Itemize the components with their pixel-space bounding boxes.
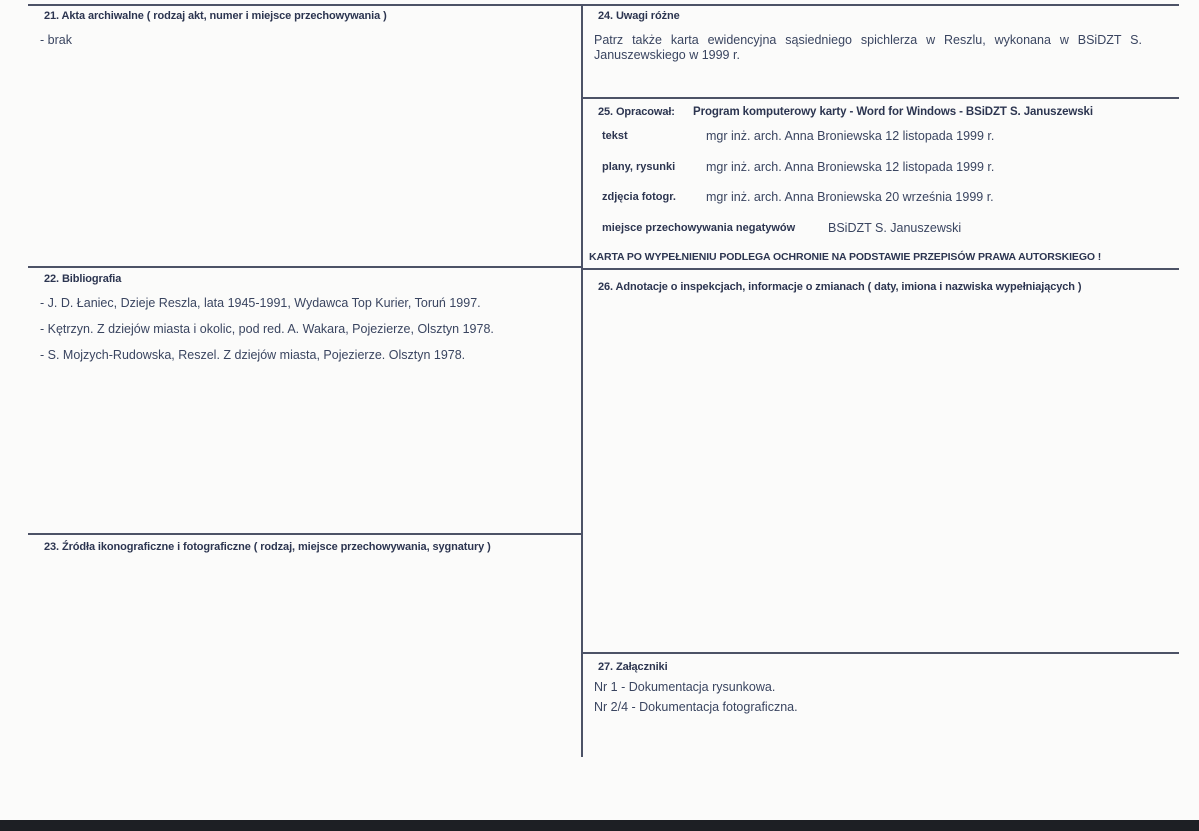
negatives-value: BSiDZT S. Januszewski <box>828 221 962 235</box>
attachment-item: Nr 1 - Dokumentacja rysunkowa. <box>594 680 776 694</box>
section-21-value: - brak <box>40 33 72 47</box>
section-26-header: 26. Adnotacje o inspekcjach, informacje o zmianach ( daty, imiona i nazwiska wypełniających ) <box>598 281 1082 293</box>
section-24-text: Patrz także karta ewidencyjna sąsiedniego spichlerza w Reszlu, wykonana w BSiDZT S. Januszewskiego w 1999 r. <box>594 33 1142 62</box>
divider-26-27 <box>583 652 1179 654</box>
bibliography-item: - Kętrzyn. Z dziejów miasta i okolic, pod red. A. Wakara, Pojezierze, Olsztyn 1978. <box>40 322 494 336</box>
author-row-label-plans: plany, rysunki <box>602 161 676 173</box>
negatives-label: miejsce przechowywania negatywów <box>602 222 796 234</box>
attachment-item: Nr 2/4 - Dokumentacja fotograficzna. <box>594 700 798 714</box>
author-row-value-photos: mgr inż. arch. Anna Broniewska 20 września 1999 r. <box>706 190 994 204</box>
divider-24-25 <box>583 97 1179 99</box>
top-border-line <box>28 4 1179 6</box>
author-row-label-photos: zdjęcia fotogr. <box>602 191 676 203</box>
section-25-program: Program komputerowy karty - Word for Windows - BSiDZT S. Januszewski <box>693 106 1093 118</box>
scan-bottom-edge <box>0 820 1199 831</box>
center-divider-line <box>581 4 583 757</box>
author-row-label-text: tekst <box>602 130 628 142</box>
section-21-header: 21. Akta archiwalne ( rodzaj akt, numer i miejsce przechowywania ) <box>44 10 387 22</box>
section-23-header: 23. Źródła ikonograficzne i fotograficzne ( rodzaj, miejsce przechowywania, sygnatury ) <box>44 541 491 553</box>
copyright-notice: KARTA PO WYPEŁNIENIU PODLEGA OCHRONIE NA PODSTAWIE PRZEPISÓW PRAWA AUTORSKIEGO ! <box>589 251 1102 263</box>
author-row-value-text: mgr inż. arch. Anna Broniewska 12 listopada 1999 r. <box>706 129 995 143</box>
bibliography-item: - J. D. Łaniec, Dzieje Reszla, lata 1945-1991, Wydawca Top Kurier, Toruń 1997. <box>40 296 481 310</box>
divider-25-26 <box>583 268 1179 270</box>
section-25-header: 25. Opracował: <box>598 106 675 118</box>
section-22-header: 22. Bibliografia <box>44 273 122 285</box>
divider-22-23 <box>28 533 581 535</box>
section-24-header: 24. Uwagi różne <box>598 10 680 22</box>
bibliography-item: - S. Mojzych-Rudowska, Reszel. Z dziejów miasta, Pojezierze. Olsztyn 1978. <box>40 348 466 362</box>
section-27-header: 27. Załączniki <box>598 661 668 673</box>
author-row-value-plans: mgr inż. arch. Anna Broniewska 12 listopada 1999 r. <box>706 160 995 174</box>
divider-21-22 <box>28 266 581 268</box>
